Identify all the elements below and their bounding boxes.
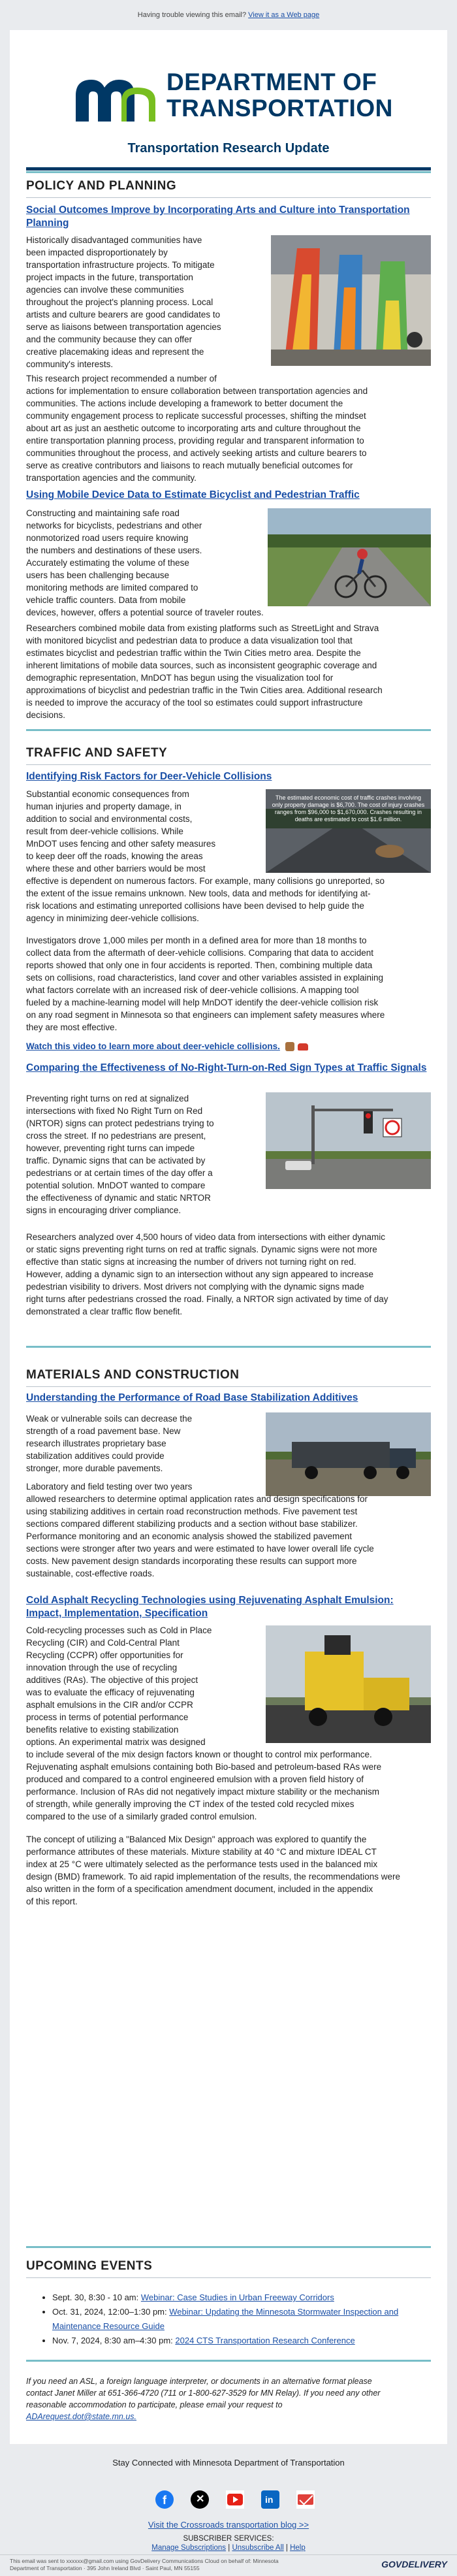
text-line: Accurately estimating the volume of these	[26, 558, 189, 568]
text-line: reasonable accommodation to participate, please email your request to	[26, 2400, 283, 2409]
article-body-nrtor-1	[26, 1092, 255, 1216]
events-list	[39, 2291, 431, 2348]
text-line: This email was sent to xxxxxx@gmail.com using GovDelivery Communications Cloud on behalf of: Minnesota	[10, 2558, 279, 2564]
article-body-cold-asphalt-1	[26, 1624, 382, 1823]
facebook-glyph: f	[163, 2494, 166, 2507]
text-line: Researchers analyzed over 4,500 hours of video data from intersections with either dynamic	[26, 1232, 386, 1242]
text-line: agency in minimizing deer-vehicle collisions.	[26, 913, 199, 923]
stay-connected-text: Stay Connected with Minnesota Department of Transportation	[112, 2458, 345, 2468]
article-body-deer-2	[26, 934, 431, 1034]
text-line: Researchers combined mobile data from existing platforms such as StreetLight and Strava	[26, 623, 379, 633]
video-link-row	[26, 1040, 431, 1052]
text-line: Historically disadvantaged communities have	[26, 235, 202, 245]
text-line: with monitored bicyclist and pedestrian data to produce a data visualization tool that	[26, 636, 353, 645]
text-line: vehicle traffic counters. Data from mobile	[26, 595, 186, 605]
text-line: index at 25 °C were ultimately selected as the performance tests used in the balanced mix	[26, 1859, 378, 1869]
text-line: Recycling (CCPR) offer opportunities for	[26, 1650, 183, 1660]
section-divider-teal	[26, 1346, 431, 1348]
article-body-stabilization-2	[26, 1480, 431, 1580]
text-line: fueled by a machine-learning model will help MnDOT identify the deer-vehicle collision risk	[26, 998, 379, 1007]
text-line: intersections with fixed No Right Turn on Red	[26, 1106, 203, 1116]
bicyclist-image	[268, 508, 431, 606]
text-line: strength of a road pavement base. New	[26, 1426, 181, 1436]
header-divider-teal	[26, 171, 431, 173]
email-icon[interactable]	[296, 2490, 315, 2509]
text-line: research illustrates proprietary base	[26, 1439, 166, 1448]
text-line: Substantial economic consequences from	[26, 789, 189, 799]
text-line: however, preventing right turns can impede	[26, 1143, 195, 1153]
text-line: serve as creative contributors and liaisons to reach mutually beneficial outcomes for	[26, 461, 353, 470]
accessibility-notice	[26, 2375, 431, 2422]
newsletter-card	[10, 30, 447, 2444]
section-heading-safety: TRAFFIC AND SAFETY	[26, 746, 168, 760]
govdelivery-logo[interactable]: GOVDELIVERY	[381, 2559, 447, 2569]
legal-text	[10, 2558, 336, 2572]
text-line: been impacted disproportionately by	[26, 248, 168, 257]
photo-deer-road	[266, 789, 431, 873]
text-line: where these and other barriers would be most	[26, 864, 206, 873]
text-line: was to evaluate the efficacy of rejuvenating	[26, 1687, 195, 1697]
deer-photo-caption: The estimated economic cost of traffic crashes involving only property damage is $6,700. The cost of injury crashes ranges from $96,000 to $1,670,000. Crashes resulting in deaths are estimated to cost $1.6 million.	[272, 794, 425, 823]
text-line: Performance monitoring and an economic analysis showed the stabilized pavement	[26, 1531, 353, 1541]
logo-line-2: TRANSPORTATION	[166, 95, 393, 122]
text-line: monitoring methods are limited compared to	[26, 583, 198, 593]
article-title-nrtor-signs[interactable]: Comparing the Effectiveness of No-Right-Turn-on-Red Sign Types at Traffic Signals	[26, 1062, 427, 1073]
linkedin-glyph: in	[265, 2494, 274, 2505]
article-body-cold-asphalt-2	[26, 1833, 431, 1908]
text-line: of this report.	[26, 1897, 78, 1906]
text-line: creative placemaking ideas and represent the	[26, 347, 204, 357]
text-line: sections compared different stabilizing products and a section without base stabilizer.	[26, 1519, 358, 1529]
text-line: stronger, more durable pavements.	[26, 1463, 163, 1473]
text-line: sustainable, cost-effective roads.	[26, 1569, 155, 1578]
text-line: also written in the form of a specification amendment document, included in the appendix	[26, 1884, 373, 1894]
section-divider	[26, 764, 431, 765]
text-line: costs. New pavement design standards incorporating these results can support more	[26, 1556, 357, 1566]
text-line: Department of Transportation · 395 John Ireland Blvd · Saint Paul, MN 55155	[10, 2565, 200, 2571]
text-line: transportation infrastructure projects. To mitigate	[26, 260, 215, 270]
event-link[interactable]: Webinar: Case Studies in Urban Freeway Corridors	[140, 2292, 334, 2302]
footer-divider	[0, 2554, 457, 2555]
newsletter-title: Transportation Research Update	[127, 141, 330, 155]
footer	[0, 2445, 457, 2576]
facebook-icon[interactable]	[155, 2490, 174, 2509]
section-divider-teal	[26, 2246, 431, 2248]
event-link[interactable]: Webinar: Updating the Minnesota Stormwater Inspection and Maintenance Resource Guide	[52, 2307, 399, 2331]
text-line: right turns after pedestrians crossed the road. Finally, a NRTOR sign activated by time of day	[26, 1294, 388, 1304]
deer-emoji-icon	[285, 1042, 294, 1051]
top-bar	[0, 0, 457, 30]
text-line: addition to social and environmental costs,	[26, 814, 193, 824]
text-line: agencies can involve these communities	[26, 285, 184, 295]
text-line: effective is dependent on numerous factors. For example, many collisions go unreported, so	[26, 876, 385, 886]
event-date: Oct. 31, 2024, 12:00–1:30 pm:	[52, 2307, 170, 2317]
text-line: process in terms of potential performance	[26, 1712, 189, 1722]
text-line: Cold-recycling processes such as Cold in Place	[26, 1625, 212, 1635]
text-line: If you need an ASL, a foreign language interpreter, or documents in an alternative format please	[26, 2377, 372, 2386]
text-line: serve as liaisons between transportation agencies	[26, 322, 221, 332]
text-line: users has been challenging because	[26, 570, 170, 580]
text-line: nonmotorized road users require knowing	[26, 533, 189, 543]
mndot-logo[interactable]	[72, 63, 393, 128]
logo-wordmark	[166, 69, 393, 122]
text-line: to include several of the mix design factors known or thought to control mix performance.	[26, 1750, 372, 1759]
x-icon[interactable]	[191, 2490, 209, 2509]
youtube-icon[interactable]	[226, 2490, 244, 2509]
article-title-arts-culture[interactable]: Social Outcomes Improve by Incorporating Arts and Culture into Transportation Planning	[26, 204, 410, 229]
deer-video-link[interactable]: Watch this video to learn more about deer-vehicle collisions.	[26, 1041, 280, 1051]
event-item	[52, 2291, 431, 2305]
text-line: Rejuvenating asphalt emulsions containing both Bio-based and petroleum-based RAs were	[26, 1762, 382, 1772]
photo-bicyclist	[268, 508, 431, 606]
text-line: pedestrian visibility to drivers. Most drivers not complying with the dynamic signs made	[26, 1282, 364, 1292]
text-line: project impacts in the future, transportation	[26, 272, 193, 282]
text-line: potential solution. MnDOT wanted to compare	[26, 1181, 206, 1190]
text-line: inherent limitations of mobile data sources, such as inconsistent geographic coverage and	[26, 660, 377, 670]
text-line: cross the street. If no pedestrians are present,	[26, 1131, 206, 1141]
text-line: sections were stronger after two years and were estimated to have lower overall life cycle	[26, 1544, 374, 1554]
text-line: transportation agencies and the community.	[26, 473, 197, 483]
car-emoji-icon	[298, 1043, 308, 1051]
text-line: actions for implementation to ensure collaboration between transportation agencies and	[26, 386, 368, 396]
section-divider	[26, 197, 431, 198]
text-line: However, adding a dynamic sign to an intersection without any sign appeared to increase	[26, 1269, 374, 1279]
section-divider	[26, 2277, 431, 2278]
event-item	[52, 2334, 431, 2348]
separator: |	[226, 2544, 232, 2552]
photo-asphalt-paver	[266, 1625, 431, 1743]
view-as-web-page-link[interactable]: View it as a Web page	[248, 11, 320, 19]
text-line: the extent of the issue remains unknown. New tools, data and methods for identifying at-	[26, 889, 371, 898]
header-divider-navy	[26, 167, 431, 171]
text-line: demonstrated a clear traffic flow benefit.	[26, 1307, 183, 1316]
article-body-arts-culture-1	[26, 234, 261, 370]
text-line: networks for bicyclists, pedestrians and other	[26, 521, 202, 530]
text-line: Constructing and maintaining safe road	[26, 508, 180, 518]
text-line: human injuries and property damage, in	[26, 802, 181, 811]
top-bar-text: Having trouble viewing this email?	[137, 11, 247, 19]
text-line: The concept of utilizing a "Balanced Mix Design" approach was explored to quantify the	[26, 1834, 367, 1844]
text-line: Preventing right turns on red at signalized	[26, 1094, 189, 1103]
help-link[interactable]: Help	[290, 2544, 306, 2552]
text-line: to keep deer off the roads, knowing the areas	[26, 851, 203, 861]
event-date: Nov. 7, 2024, 8:30 am–4:30 pm:	[52, 2336, 176, 2345]
text-line: Laboratory and field testing over two years	[26, 1482, 193, 1492]
article-body-mobile-data-1	[26, 507, 264, 619]
article-body-mobile-data-2	[26, 622, 431, 721]
text-line: traffic. Dynamic signs that can be activated by	[26, 1156, 206, 1166]
text-line: compared to the use of a similarly graded control emulsion.	[26, 1812, 257, 1821]
text-line: asphalt emulsions in the CIR and/or CCPR	[26, 1700, 193, 1710]
text-line: throughout the project's planning process. Local	[26, 297, 213, 307]
text-line: community engagement process to replicate successful processes, shifting the mindset	[26, 411, 366, 421]
mn-logo-mark-icon	[72, 68, 157, 123]
text-line: contact Janet Miller at 651-366-4720 (711 or 1-800-627-3529 for MN Relay). If you need any other	[26, 2389, 381, 2398]
text-line: MnDOT uses fencing and other safety measures	[26, 839, 216, 849]
photo-colorful-art-pillars	[271, 235, 431, 366]
text-line: allowed researchers to determine optimal application rates and design specifications for	[26, 1494, 368, 1504]
text-line: demographic representation, MnDOT has begun using the visualization tool for	[26, 673, 334, 683]
text-line: sets on collisions, road characteristics, land cover and other variables assisted in explaining	[26, 973, 384, 983]
text-line: estimates bicyclist and pedestrian traffic within the Twin Cities metro area. Despite the	[26, 648, 361, 658]
asphalt-paver-image	[266, 1625, 431, 1743]
article-title-base-stabilization[interactable]: Understanding the Performance of Road Base Stabilization Additives	[26, 1392, 358, 1403]
text-line: entire transportation planning process, providing regular and transparent information to	[26, 436, 364, 446]
text-line: using stabilizing additives in certain road reconstruction methods. Five pavement test	[26, 1507, 358, 1516]
text-line: performance. Inclusion of RAs did not negatively impact mixture stability or the mechanism	[26, 1787, 379, 1797]
article-body-nrtor-2	[26, 1231, 431, 1318]
section-divider-teal	[26, 2360, 431, 2362]
text-line: collect data from the aftermath of deer-vehicle collisions. Comparing that data to accident	[26, 948, 374, 958]
youtube-play	[233, 2496, 238, 2503]
text-line: options. An experimental matrix was designed	[26, 1737, 206, 1747]
text-line: artists and culture bearers are good candidates to	[26, 310, 221, 319]
text-line: innovation through the use of recycling	[26, 1663, 178, 1672]
linkedin-icon[interactable]	[261, 2490, 279, 2509]
text-line: about art as just an aesthetic outcome to incorporating arts and culture throughout the	[26, 423, 361, 433]
section-heading-materials: MATERIALS AND CONSTRUCTION	[26, 1368, 240, 1382]
text-line: benefits relative to existing stabilization	[26, 1725, 179, 1735]
crossroads-blog-link[interactable]: Visit the Crossroads transportation blog >>	[148, 2520, 309, 2530]
subscriber-services-heading: SUBSCRIBER SERVICES:	[183, 2535, 274, 2543]
section-heading-policy: POLICY AND PLANNING	[26, 179, 177, 193]
text-line: on any road segment in Minnesota so that engineers can implement safety measures where	[26, 1010, 385, 1020]
text-line: communities. The actions include developing a framework to better document the	[26, 399, 343, 408]
text-line: reports showed that only one in four accidents is reported. Then, combining multiple data	[26, 960, 373, 970]
text-line: of strength, while generally improving the CT index of the tested cold recycled mixes	[26, 1799, 355, 1809]
article-title-deer-vehicle[interactable]: Identifying Risk Factors for Deer-Vehicle Collisions	[26, 771, 272, 782]
section-divider-teal	[26, 729, 431, 731]
text-line: performance attributes of these materials. Mixture stability at 40 °C and mixture IDEAL CT	[26, 1847, 377, 1857]
text-line: what factors correlate with an increased risk of deer-vehicle collisions. A mapping tool	[26, 985, 359, 995]
text-line: pedestrians or at certain times of the day offer a	[26, 1168, 213, 1178]
text-line: the effectiveness of dynamic and static NRTOR	[26, 1193, 211, 1203]
text-line: This research project recommended a number of	[26, 374, 217, 383]
article-body-arts-culture-2	[26, 372, 431, 484]
x-glyph: ✕	[196, 2494, 205, 2505]
text-line: the numbers and destinations of these users.	[26, 546, 202, 555]
text-line: communities throughout the process, and actively seeking artists and culture bearers to	[26, 448, 367, 458]
text-line: is needed to improve the accuracy of the tool so estimates could support infrastructure	[26, 698, 363, 708]
text-line: stabilization additives could provide	[26, 1451, 165, 1461]
article-title-mobile-device-data[interactable]: Using Mobile Device Data to Estimate Bicyclist and Pedestrian Traffic	[26, 489, 360, 500]
photo-traffic-signal-sign	[266, 1092, 431, 1189]
text-line: additives (RAs). The objective of this project	[26, 1675, 198, 1685]
subscriber-services-links	[0, 2544, 457, 2552]
event-item	[52, 2305, 431, 2334]
event-date: Sept. 30, 8:30 - 10 am:	[52, 2292, 141, 2302]
text-line: community's interests.	[26, 359, 114, 369]
section-heading-events: UPCOMING EVENTS	[26, 2259, 153, 2273]
text-line: produced and compared to a control engineered emulsion with a proven field history of	[26, 1774, 364, 1784]
text-line: or static signs preventing right turns on red at traffic signals. Dynamic signs were not more	[26, 1245, 377, 1254]
text-line: Weak or vulnerable soils can decrease the	[26, 1414, 193, 1424]
text-line: effective than static signs at increasing the number of drivers not turning right on red.	[26, 1257, 356, 1267]
text-line: signs in encouraging driver compliance.	[26, 1205, 181, 1215]
article-title-cold-asphalt-recycling[interactable]: Cold Asphalt Recycling Technologies using Rejuvenating Asphalt Emulsion: Impact, Implementation, Specification	[26, 1595, 394, 1619]
text-line: risk locations and estimating unreported collisions have been devised to help guide the	[26, 901, 364, 911]
manage-subscriptions-link[interactable]: Manage Subscriptions	[151, 2544, 227, 2552]
text-line: design (BMD) framework. To aid rapid implementation of the results, the recommendations were	[26, 1872, 401, 1882]
text-line: devices, however, offers a potential source of traveler routes.	[26, 608, 264, 617]
text-line: result from deer-vehicle collisions. While	[26, 826, 183, 836]
text-line: decisions.	[26, 710, 66, 720]
text-line: approximations of bicyclist and pedestrian traffic in the Twin Cities area. Additional research	[26, 685, 383, 695]
text-line: (NRTOR) signs can protect pedestrians trying to	[26, 1118, 214, 1128]
text-line: they are most effective.	[26, 1022, 118, 1032]
ada-email-link[interactable]: ADArequest.dot@state.mn.us.	[26, 2412, 137, 2421]
event-link[interactable]: 2024 CTS Transportation Research Conference	[175, 2336, 355, 2345]
logo-line-1: DEPARTMENT OF	[166, 69, 377, 95]
traffic-signal-image	[266, 1092, 431, 1189]
text-line: Recycling (CIR) and Cold-Central Plant	[26, 1638, 180, 1648]
separator: |	[283, 2544, 291, 2552]
unsubscribe-all-link[interactable]: Unsubscribe All	[232, 2544, 284, 2552]
text-line: Investigators drove 1,000 miles per month in a defined area for more than 18 months to	[26, 936, 367, 945]
article-body-stabilization-1	[26, 1412, 255, 1475]
section-divider	[26, 1386, 431, 1387]
art-pillars-image	[271, 235, 431, 366]
text-line: and the community because they can offer	[26, 334, 193, 344]
